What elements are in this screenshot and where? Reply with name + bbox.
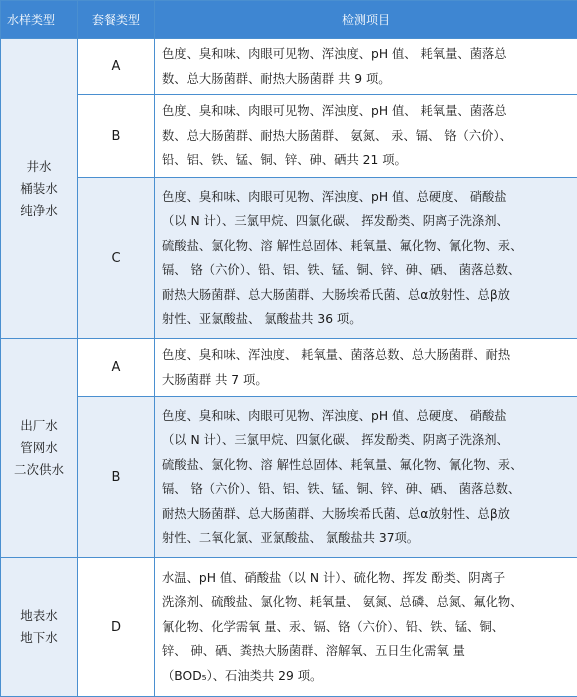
- test-items-cell: [155, 339, 577, 397]
- test-items-line: 数、总大肠菌群、耐热大肠菌群、 氨氮、 汞、镉、 铬（六价）、: [162, 124, 571, 149]
- test-items-line: 硫酸盐、氯化物、溶 解性总固体、耗氧量、氟化物、氰化物、汞、: [162, 234, 571, 259]
- table-header-row: [1, 1, 577, 39]
- test-items-line: 铅、铝、铁、锰、铜、锌、砷、硒共 21 项。: [162, 148, 571, 173]
- water-type-line: 地表水: [1, 605, 77, 627]
- table-row: [1, 39, 577, 95]
- test-items-line: 硫酸盐、氯化物、溶 解性总固体、耗氧量、氟化物、氰化物、汞、: [162, 453, 571, 478]
- water-type-line: 二次供水: [1, 459, 77, 481]
- test-items-line: （BOD₅）、石油类共 29 项。: [162, 664, 571, 689]
- water-type-cell: [1, 339, 78, 558]
- table-row: [1, 178, 577, 339]
- table-row: [1, 95, 577, 178]
- test-items-line: 色度、臭和味、肉眼可见物、浑浊度、pH 值、 耗氧量、菌落总: [162, 42, 571, 67]
- water-type-line: 地下水: [1, 627, 77, 649]
- test-items-cell: [155, 39, 577, 95]
- package-code: A: [78, 339, 155, 397]
- test-items-cell: [155, 95, 577, 178]
- test-items-line: （以 N 计）、三氯甲烷、四氯化碳、 挥发酚类、阴离子洗涤剂、: [162, 428, 571, 453]
- test-items-line: 色度、臭和味、肉眼可见物、浑浊度、pH 值、总硬度、 硝酸盐: [162, 185, 571, 210]
- package-code: A: [78, 39, 155, 95]
- test-items-line: 数、总大肠菌群、耐热大肠菌群 共 9 项。: [162, 67, 571, 92]
- test-items-line: 耐热大肠菌群、总大肠菌群、大肠埃希氏菌、总α放射性、总β放: [162, 283, 571, 308]
- header-test-items: 检测项目: [155, 1, 577, 39]
- test-items-line: 大肠菌群 共 7 项。: [162, 368, 571, 393]
- test-items-line: 锌、 砷、硒、粪热大肠菌群、溶解氧、五日生化需氧 量: [162, 639, 571, 664]
- test-items-line: 射性、二氧化氯、亚氯酸盐、 氯酸盐共 37项。: [162, 526, 571, 551]
- test-items-line: 射性、亚氯酸盐、 氯酸盐共 36 项。: [162, 307, 571, 332]
- water-type-cell: [1, 39, 78, 339]
- package-code: B: [78, 95, 155, 178]
- test-items-line: 洗涤剂、硫酸盐、氯化物、耗氧量、 氨氮、总磷、总氮、氟化物、: [162, 590, 571, 615]
- test-items-cell: [155, 397, 577, 558]
- test-items-line: （以 N 计）、三氯甲烷、四氯化碳、 挥发酚类、阴离子洗涤剂、: [162, 209, 571, 234]
- test-items-cell: [155, 178, 577, 339]
- header-package-type: 套餐类型: [78, 1, 155, 39]
- table-row: [1, 558, 577, 697]
- test-items-line: 色度、臭和味、肉眼可见物、浑浊度、pH 值、总硬度、 硝酸盐: [162, 404, 571, 429]
- water-type-line: 井水: [1, 156, 77, 178]
- water-type-cell: [1, 558, 78, 697]
- test-items-line: 镉、 铬（六价）、铅、铝、铁、锰、铜、锌、砷、硒、 菌落总数、: [162, 258, 571, 283]
- test-items-line: 镉、 铬（六价）、铅、铝、铁、锰、铜、锌、砷、硒、 菌落总数、: [162, 477, 571, 502]
- water-type-line: 桶装水: [1, 178, 77, 200]
- test-items-line: 水温、pH 值、硝酸盐（以 N 计）、硫化物、挥发 酚类、阴离子: [162, 566, 571, 591]
- table-row: [1, 397, 577, 558]
- test-items-line: 色度、臭和味、肉眼可见物、浑浊度、pH 值、 耗氧量、菌落总: [162, 99, 571, 124]
- header-water-type: 水样类型: [1, 1, 78, 39]
- test-items-cell: [155, 558, 577, 697]
- test-items-line: 色度、臭和味、浑浊度、 耗氧量、菌落总数、总大肠菌群、耐热: [162, 343, 571, 368]
- water-type-line: 纯净水: [1, 200, 77, 222]
- table-row: [1, 339, 577, 397]
- test-items-line: 氰化物、化学需氧 量、汞、镉、铬（六价）、铅、铁、锰、铜、: [162, 615, 571, 640]
- package-code: B: [78, 397, 155, 558]
- test-items-line: 耐热大肠菌群、总大肠菌群、大肠埃希氏菌、总α放射性、总β放: [162, 502, 571, 527]
- package-code: C: [78, 178, 155, 339]
- package-code: D: [78, 558, 155, 697]
- water-type-line: 管网水: [1, 437, 77, 459]
- water-type-line: 出厂水: [1, 415, 77, 437]
